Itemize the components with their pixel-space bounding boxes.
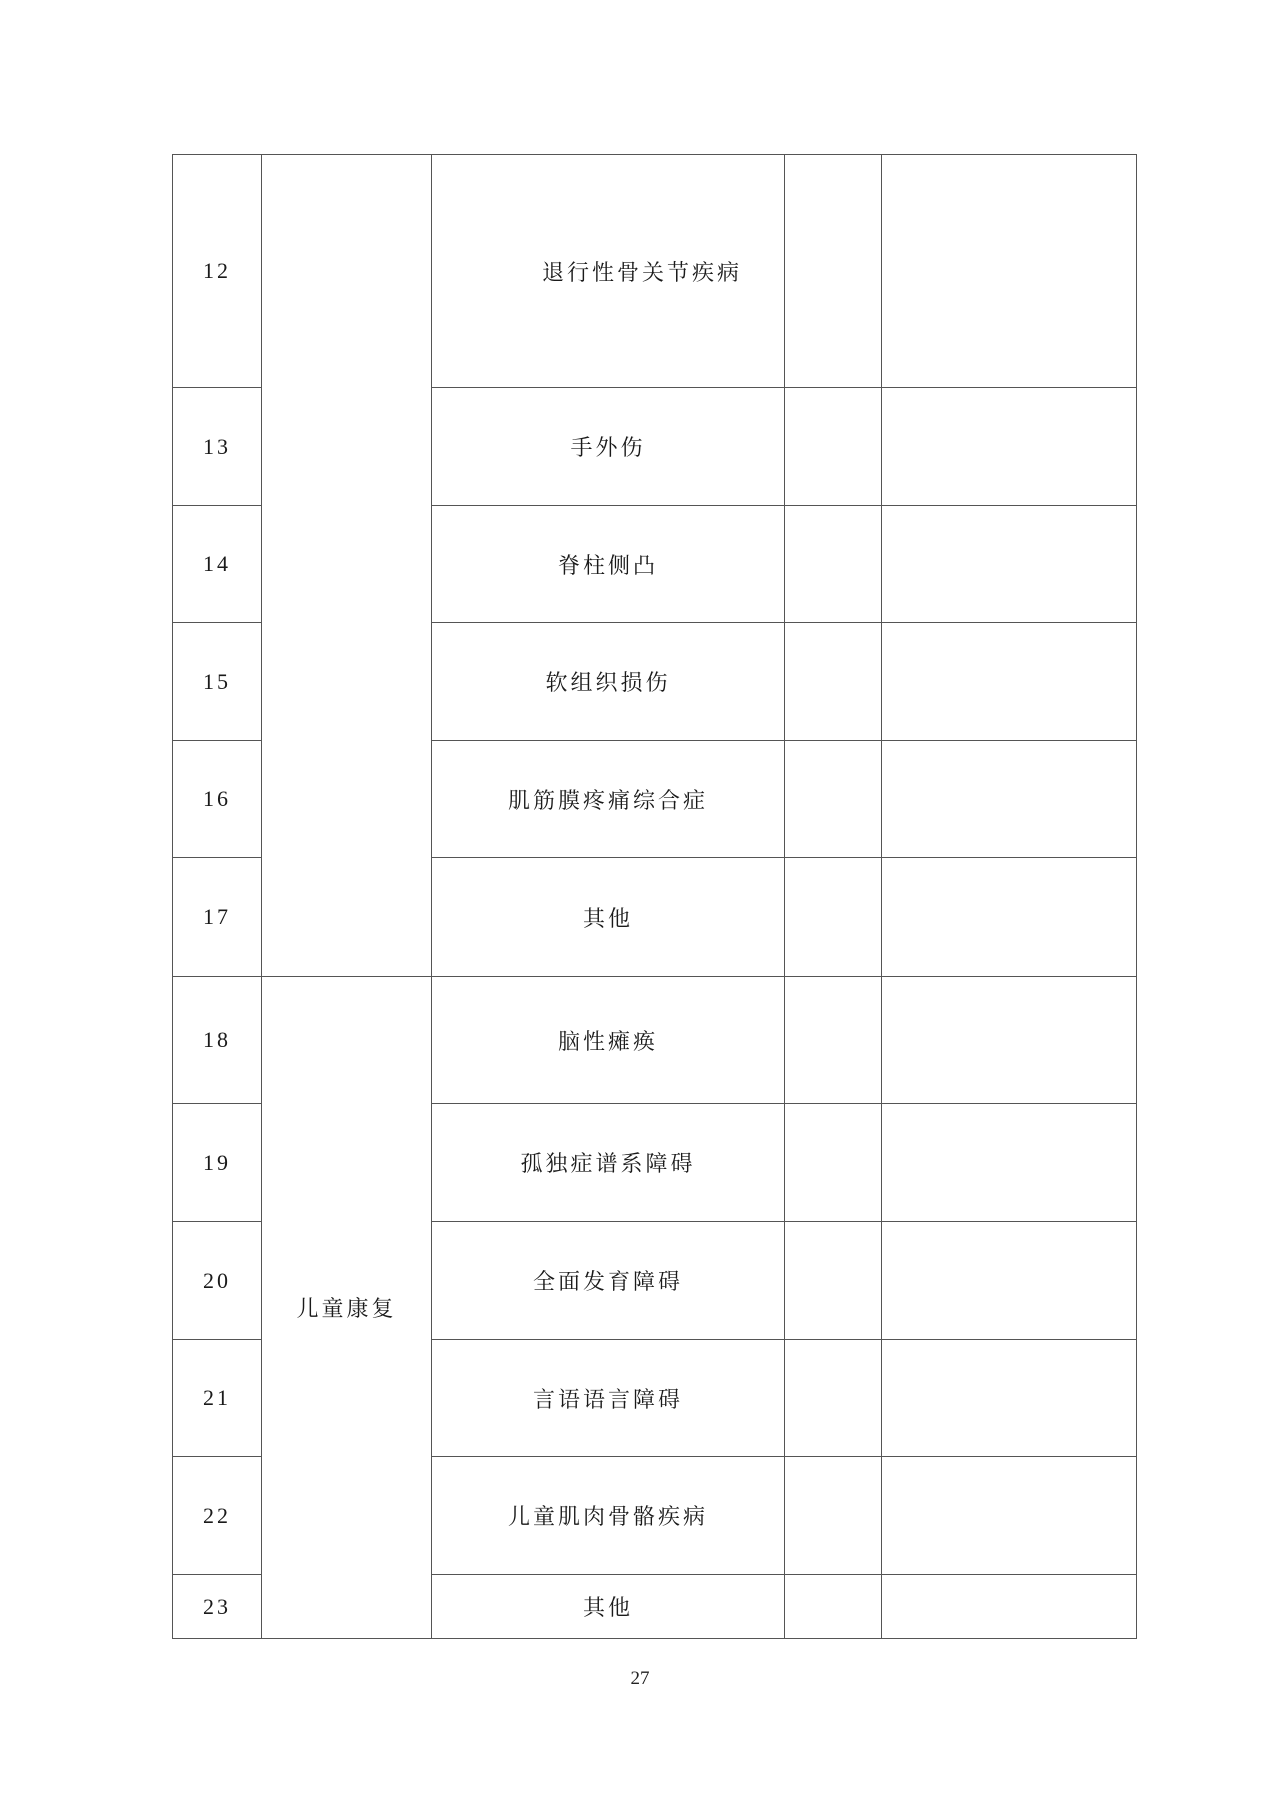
category-cell-continued	[262, 155, 432, 977]
row-number: 23	[173, 1575, 262, 1639]
blank-cell	[785, 155, 882, 388]
item-name: 肌筋膜疼痛综合症	[432, 741, 785, 858]
blank-cell	[785, 858, 882, 977]
blank-cell	[882, 388, 1137, 506]
row-number: 19	[173, 1104, 262, 1222]
item-name: 手外伤	[432, 388, 785, 506]
blank-cell	[882, 858, 1137, 977]
item-name: 孤独症谱系障碍	[432, 1104, 785, 1222]
row-number: 14	[173, 506, 262, 623]
item-name: 其他	[432, 858, 785, 977]
item-name-text: 退行性骨关节疾病	[541, 260, 742, 286]
item-name	[432, 155, 785, 388]
blank-cell	[785, 1104, 882, 1222]
blank-cell	[882, 977, 1137, 1104]
blank-cell	[882, 623, 1137, 741]
item-name: 儿童肌肉骨骼疾病	[432, 1457, 785, 1575]
row-number: 20	[173, 1222, 262, 1340]
rehab-items-table	[172, 154, 1137, 1639]
blank-cell	[785, 506, 882, 623]
blank-cell	[785, 1575, 882, 1639]
row-number: 12	[173, 155, 262, 388]
row-number: 18	[173, 977, 262, 1104]
blank-cell	[785, 977, 882, 1104]
item-name: 脑性瘫痪	[432, 977, 785, 1104]
blank-cell	[882, 741, 1137, 858]
blank-cell	[785, 1222, 882, 1340]
row-number: 22	[173, 1457, 262, 1575]
table-row	[173, 977, 1137, 1104]
item-name: 言语语言障碍	[432, 1340, 785, 1457]
blank-cell	[785, 1457, 882, 1575]
item-name: 软组织损伤	[432, 623, 785, 741]
blank-cell	[882, 1104, 1137, 1222]
row-number: 13	[173, 388, 262, 506]
blank-cell	[882, 1340, 1137, 1457]
blank-cell	[785, 1340, 882, 1457]
blank-cell	[785, 623, 882, 741]
blank-cell	[882, 155, 1137, 388]
item-name: 脊柱侧凸	[432, 506, 785, 623]
row-number: 17	[173, 858, 262, 977]
blank-cell	[882, 1457, 1137, 1575]
item-name: 其他	[432, 1575, 785, 1639]
blank-cell	[785, 741, 882, 858]
item-name: 全面发育障碍	[432, 1222, 785, 1340]
page-number: 27	[630, 1668, 650, 1689]
row-number: 15	[173, 623, 262, 741]
category-children-rehab: 儿童康复	[262, 977, 432, 1639]
blank-cell	[882, 506, 1137, 623]
blank-cell	[882, 1575, 1137, 1639]
blank-cell	[785, 388, 882, 506]
table-row	[173, 155, 1137, 388]
row-number: 16	[173, 741, 262, 858]
blank-cell	[882, 1222, 1137, 1340]
row-number: 21	[173, 1340, 262, 1457]
